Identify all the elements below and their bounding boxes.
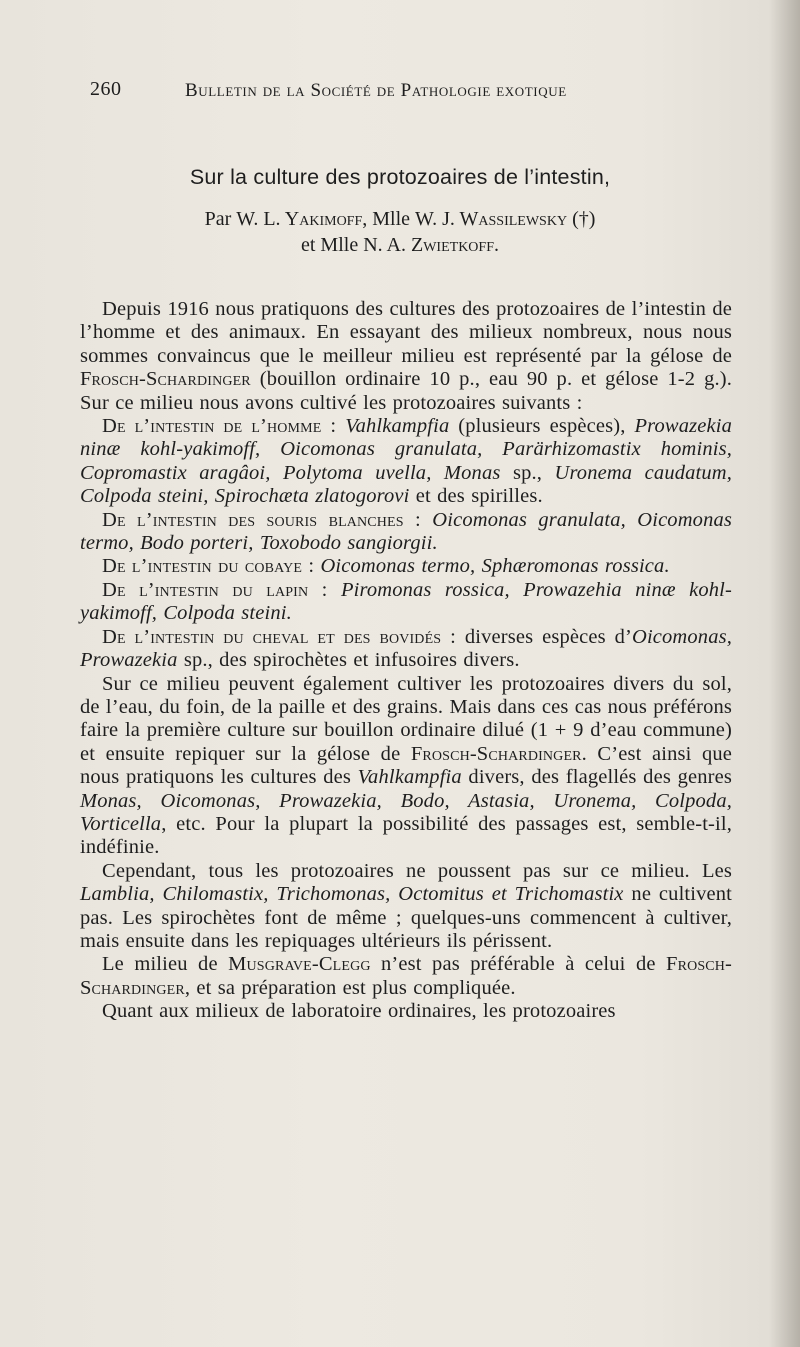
paragraph-lapin: De l’intestin du lapin : Piromonas rossica, Prowazehia ninæ kohl-yakimoff, Colpoda steini. — [80, 578, 732, 625]
journal-title: Bulletin de la Société de Pathologie exotique — [185, 80, 567, 101]
paragraph-quant: Quant aux milieux de laboratoire ordinaires, les protozoaires — [102, 1000, 616, 1023]
page-number: 260 — [90, 78, 122, 100]
heading-intestin-cobaye: De l’intestin du cobaye : — [102, 555, 315, 578]
paragraph-souris: De l’intestin des souris blanches : Oicomonas granulata, Oicomonas termo, Bodo porteri, Toxobodo sangiorgii. — [80, 508, 732, 555]
paragraph-homme: De l’intestin de l’homme : Vahlkampfia (plusieurs espèces), Prowazekia ninæ kohl-yakimoff, Oicomonas granulata, Parärhizomastix hominis, Copromastix aragâoi, Polytoma uvella, Monas sp., Uronema caudatum, Colpoda steini, Spirochæta zlatogorovi et des spirilles. — [80, 415, 733, 508]
dagger-mark: (†) — [572, 208, 596, 230]
page-edge-shadow — [770, 0, 800, 1347]
authors-line-2 — [0, 232, 800, 258]
author-yakimoff: W. L. Yakimoff, — [236, 208, 368, 230]
name-frosch-schardinger: Frosch-Schardinger — [80, 368, 251, 391]
heading-intestin-cheval: De l’intestin du cheval et des bovidés : — [102, 625, 456, 648]
paragraph-milieu: Sur ce milieu peuvent également cultiver les protozoaires divers du sol, de l’eau, du foin, de la paille et des grains. Mais dans ces cas nous préférons faire la première culture sur bouillon ordinaire dilué (1 + 9 d’eau commune) et ensuite repiquer sur la gélose de Frosch-Schardinger. C’est ainsi que nous pratiquons les cultures des Vahlkampfia divers, des flagellés des genres Monas, Oicomonas, Prowazekia, Bodo, Astasia, Uronema, Colpoda, Vorticella, etc. Pour la plupart la possibilité des passages est, semble-t-il, indéfinie. — [80, 672, 733, 859]
paragraph-musgrave: Le milieu de Musgrave-Clegg n’est pas préférable à celui de Frosch-Schardinger, et sa préparation est plus compliquée. — [80, 953, 732, 999]
author-wassilewsky: W. J. Wassilewsky — [415, 208, 568, 230]
heading-intestin-lapin: De l’intestin du lapin : — [102, 578, 328, 601]
paragraph-intro: Depuis 1916 nous pratiquons des cultures des protozoaires de l’intestin de l’homme et des animaux. En essayant des milieux nombreux, nous nous sommes convaincus que le meilleur milieu est représenté par la gélose de Frosch-Schardinger (bouillon ordinaire 10 p., eau 90 p. et gélose 1-2 g.). Sur ce milieu nous avons cultivé les protozoaires suivants : — [80, 298, 732, 414]
authors-conjunction: et Mlle — [301, 234, 359, 256]
heading-intestin-souris: De l’intestin des souris blanches : — [102, 508, 421, 531]
author-zwietkoff: N. A. Zwietkoff. — [363, 234, 499, 256]
running-head — [90, 78, 740, 108]
article-title: Sur la culture des protozoaires de l’intestin, — [189, 165, 611, 189]
heading-intestin-homme: De l’intestin de l’homme : — [102, 415, 337, 438]
authors-prefix: Par — [204, 208, 232, 230]
article-body — [80, 298, 732, 1024]
author-mlle: Mlle — [372, 208, 411, 230]
authors-line-1 — [0, 206, 800, 232]
paragraph-cheval: De l’intestin du cheval et des bovidés : diverses espèces d’Oicomonas, Prowazekia sp., des spirochètes et infusoires divers. — [80, 625, 732, 672]
paragraph-cependant: Cependant, tous les protozoaires ne poussent pas sur ce milieu. Les Lamblia, Chilomastix, Trichomonas, Octomitus et Trichomastix ne cultivent pas. Les spirochètes font de même ; quelques-uns commencent à cultiver, mais ensuite dans les repiquages ultérieurs ils périssent. — [80, 859, 733, 952]
article-authors — [0, 206, 800, 258]
paragraph-cobaye: De l’intestin du cobaye : Oicomonas termo, Sphæromonas rossica. — [102, 555, 670, 578]
